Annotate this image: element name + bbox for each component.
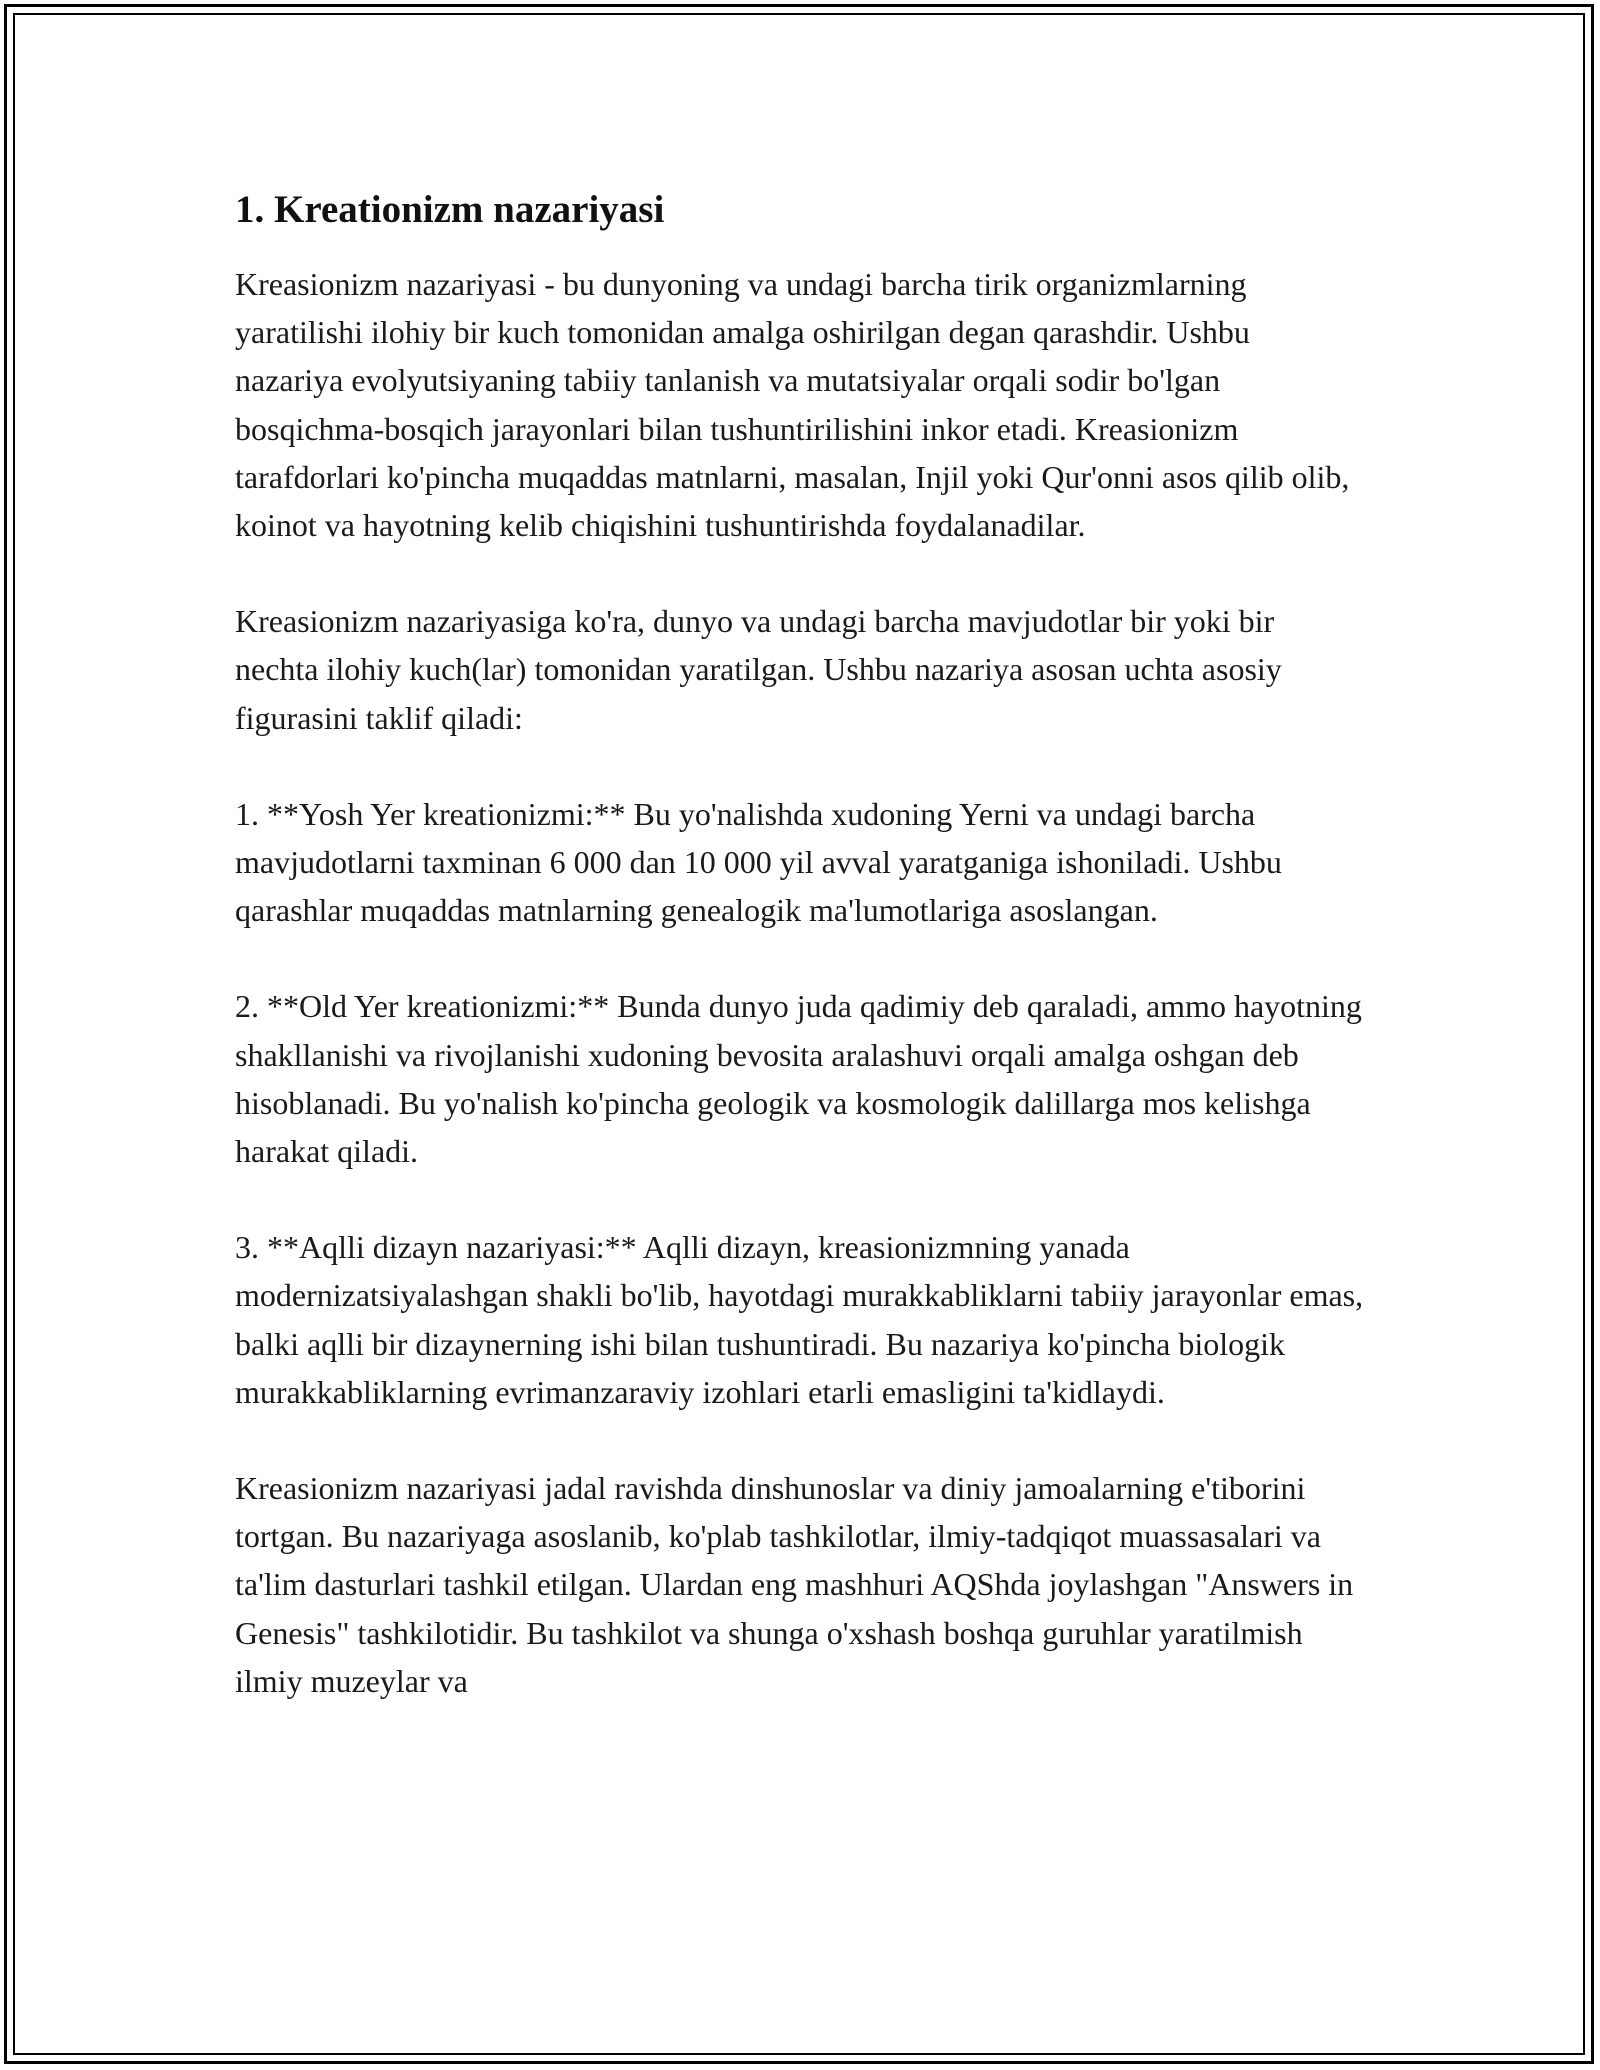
paragraph-overview: Kreasionizm nazariyasiga ko'ra, dunyo va undagi barcha mavjudotlar bir yoki bir nechta ilohiy kuch(lar) tomonidan yaratilgan. Ushbu nazariya asosan uchta asosiy figurasini taklif qiladi: — [235, 603, 1282, 736]
document-body — [235, 186, 1365, 1705]
paragraph-organizations: Kreasionizm nazariyasi jadal ravishda dinshunoslar va diniy jamoalarning e'tiborini tortgan. Bu nazariyaga asoslanib, ko'plab tashkilotlar, ilmiy-tadqiqot muassasalari va ta'lim dasturlari tashkil etilgan. Ulardan eng mashhuri AQShda joylashgan "Answers in Genesis" tashkilotidir. Bu tashkilot va shunga o'xshash boshqa guruhlar yaratilmish ilmiy muzeylar va — [235, 1470, 1354, 1699]
paragraph-intro: Kreasionizm nazariyasi - bu dunyoning va undagi barcha tirik organizmlarning yaratilishi ilohiy bir kuch tomonidan amalga oshirilgan degan qarashdir. Ushbu nazariya evolyutsiyaning tabiiy tanlanish va mutatsiyalar orqali sodir bo'lgan bosqichma-bosqich jarayonlari bilan tushuntirilishini inkor etadi. Kreasionizm tarafdorlari ko'pincha muqaddas matnlarni, masalan, Injil yoki Qur'onni asos qilib olib, koinot va hayotning kelib chiqishini tushuntirishda foydalanadilar. — [235, 266, 1350, 544]
list-item-old-earth: 2. **Old Yer kreationizmi:** Bunda dunyo juda qadimiy deb qaraladi, ammo hayotning shakllanishi va rivojlanishi xudoning bevosita aralashuvi orqali amalga oshgan deb hisoblanadi. Bu yo'nalish ko'pincha geologik va kosmologik dalillarga mos kelishga harakat qiladi. — [235, 988, 1362, 1170]
list-item-intelligent-design: 3. **Aqlli dizayn nazariyasi:** Aqlli dizayn, kreasionizmning yanada modernizatsiyalashgan shakli bo'lib, hayotdagi murakkabliklarni tabiiy jarayonlar emas, balki aqlli bir dizaynerning ishi bilan tushuntiradi. Bu nazariya ko'pincha biologik murakkabliklarning evrimanzaraviy izohlari etarli emasligini ta'kidlaydi. — [235, 1229, 1364, 1410]
section-heading: 1. Kreationizm nazariyasi — [235, 188, 665, 231]
list-item-young-earth: 1. **Yosh Yer kreationizmi:** Bu yo'nalishda xudoning Yerni va undagi barcha mavjudotlarni taxminan 6 000 dan 10 000 yil avval yaratganiga ishoniladi. Ushbu qarashlar muqaddas matnlarning genealogik ma'lumotlariga asoslangan. — [235, 795, 1282, 929]
